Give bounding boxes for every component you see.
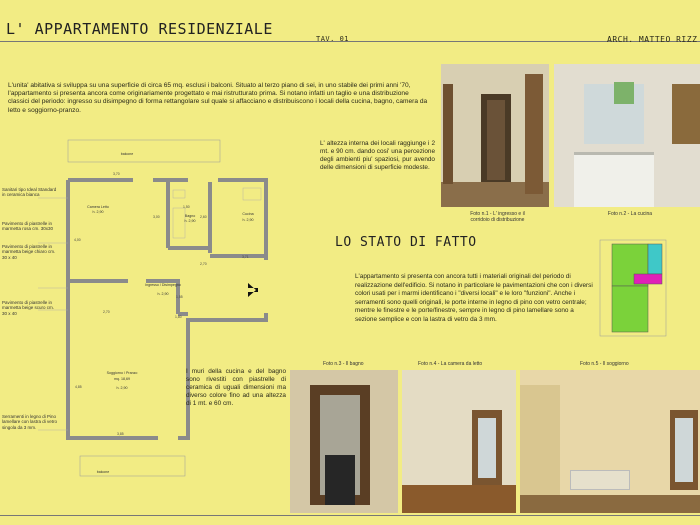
- photo4-caption: Foto n.4 - La camera da letto: [418, 361, 483, 367]
- dim-label: 2,60: [200, 215, 207, 219]
- soggiorno-h-label: h. 2,90: [116, 386, 128, 390]
- dim-label: 2,70: [103, 310, 110, 314]
- soggiorno-area-label: mq. 18,69: [114, 377, 130, 381]
- dim-label: 3,85: [117, 432, 124, 436]
- balcone-bottom-label: balcone: [96, 470, 110, 474]
- camera-label: Camera Letto: [87, 205, 109, 209]
- dim-label: 2,70: [200, 262, 207, 266]
- photo-kitchen: [554, 64, 700, 207]
- floor-plan: [28, 138, 300, 483]
- entrance-arrow-icon: [248, 283, 258, 297]
- color-key-plan: [598, 238, 668, 338]
- camera-area-label: h. 2,90: [92, 210, 104, 214]
- balcone-top-label: balcone: [120, 152, 134, 156]
- note-sanitari: Sanitari tipo Ideal Standard in ceramica bianca: [2, 187, 57, 198]
- dim-label: 3,00: [153, 215, 160, 219]
- bagno-label: Bagno: [184, 214, 196, 218]
- photo1-caption: Foto n.1 - L' ingresso e il corridoio di distribuzione: [470, 211, 525, 223]
- dim-label: 1,80: [175, 315, 182, 319]
- soggiorno-label: Soggiorno / Pranzo: [106, 371, 138, 375]
- bagno-area-label: h. 2,90: [184, 219, 196, 223]
- page-title: L' APPARTAMENTO RESIDENZIALE: [6, 20, 273, 38]
- title-rule: [0, 41, 700, 42]
- architect-name: ARCH. MATTEO RIZZ: [607, 35, 698, 44]
- height-paragraph: L' altezza interna dei locali raggiunge i 2 mt. e 90 cm. dando cosi' una percezione degli ambienti piu' spaziosi, pur avendo delle dimensioni di superficie modeste.: [320, 140, 435, 171]
- bottom-rule: [0, 515, 700, 516]
- ingresso-area-label: h. 2,90: [157, 292, 169, 296]
- kitchen-counter: [243, 188, 261, 200]
- cucina-area-label: h. 2,90: [242, 218, 254, 222]
- photo-living: [520, 370, 700, 513]
- cucina-label: Cucina: [242, 212, 254, 216]
- photo-bedroom: [402, 370, 516, 513]
- photo3-caption: Foto n.3 - Il bagno: [323, 361, 364, 367]
- note-pav-rosa: Pavimento di piastrelle in marmetta rosa cm. 30x30: [2, 221, 54, 232]
- stato-paragraph: L'appartamento si presenta con ancora tutti i materiali originali del periodo di realizzazione dell'edificio. Si notano in particolare le pavimentazioni che con i diversi colori usati per i marmi identificano i "diversi locali" e le loro "funzioni". Anche i serramenti sono quelli originali, le porte interne in legno di pino con vetro centrale; mentre le finestre e le porte/finestre, sempre in legno di pino lamellare sono a sezione semplice e con la lastra di vetro da 3 mm.: [355, 273, 593, 323]
- dim-label: 1,50: [183, 205, 190, 209]
- intro-paragraph: L'unita' abitativa si sviluppa su una superficie di circa 65 mq. esclusi i balconi. Situato al terzo piano di sei, in uno stabile dei primi anni '70, l'appartamento si presenta ancora come originariamente progettato e mai ristrutturato prima. Si notano infatti un taglio e una distribuzione classici del periodo: ingresso su disimpegno di forma rettangolare sul quale si affacciano e distribuiscono i locali della cucina, bagno, camera da letto e soggiorno-pranzo.: [8, 82, 428, 114]
- balcony-top-outline: [68, 140, 220, 162]
- note-pav-scuro: Pavimento di piastrelle in marmetta beige scuro cm. 30 x 40: [2, 300, 55, 316]
- note-serramenti: Serramenti in legno di Pino lamellare con lastra di vetro singola da 3 mm.: [2, 414, 58, 430]
- ingresso-label: Ingresso / Disimpegno: [145, 283, 181, 287]
- walls-paragraph: I muri della cucina e del bagno sono rivestiti con piastrelle di ceramica di uguali dimensioni ma diverso colore fino ad una altezza di 1 mt. e 60 cm.: [186, 368, 286, 407]
- key-green-area-2: [612, 286, 648, 332]
- photo5-caption: Foto n.5 - Il soggiorno: [580, 361, 629, 367]
- dim-label: 3,70: [113, 172, 120, 176]
- dim-label: 1,55: [176, 295, 183, 299]
- photo-bathroom: [290, 370, 398, 513]
- key-cyan-area: [648, 244, 662, 274]
- tav-number: TAV. 01: [316, 35, 350, 43]
- dim-label: 4,00: [74, 238, 81, 242]
- key-magenta-area: [634, 274, 662, 284]
- photo-corridor: [441, 64, 549, 207]
- dim-label: 4,85: [75, 385, 82, 389]
- section-title: LO STATO DI FATTO: [335, 235, 477, 250]
- photo2-caption: Foto n.2 - La cucina: [607, 211, 653, 217]
- bathroom-fixture-1: [173, 190, 185, 198]
- note-pav-chiaro: Pavimento di piastrelle in marmetta beige chiaro cm. 30 x 40: [2, 244, 56, 260]
- dim-label: 3,71: [242, 255, 249, 259]
